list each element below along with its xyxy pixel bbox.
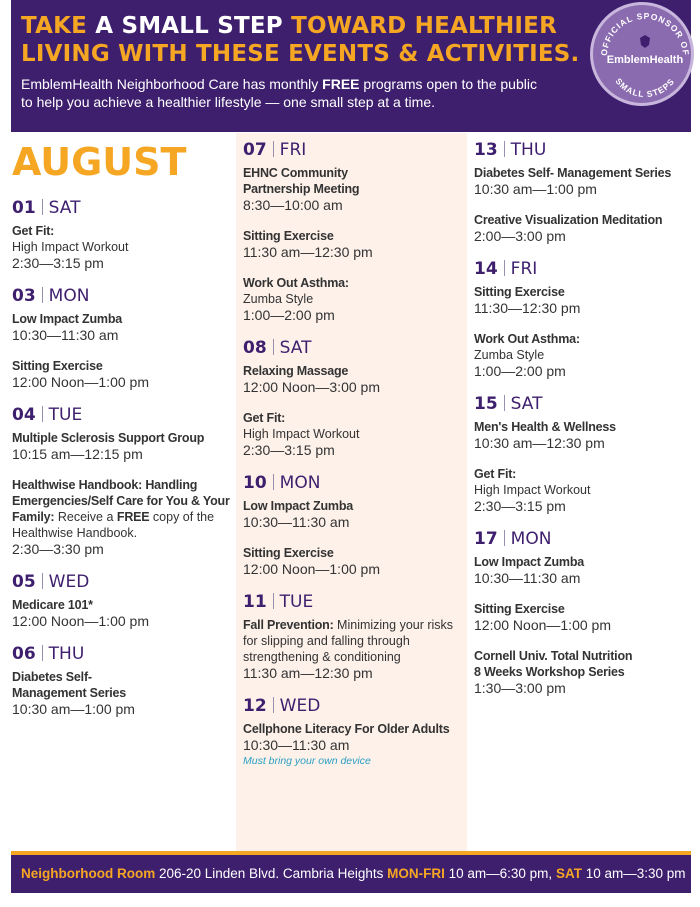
day-number: 03 <box>12 286 36 306</box>
event-item <box>243 275 463 324</box>
day-header <box>474 140 694 161</box>
event-item <box>474 554 694 587</box>
event-item <box>243 165 373 214</box>
event-title: Get Fit: <box>243 411 286 425</box>
event-title: Cornell Univ. Total Nutrition 8 Weeks Workshop Series <box>474 649 633 679</box>
event-item <box>474 331 694 380</box>
subtitle-free: FREE <box>322 76 360 92</box>
page-title <box>21 12 581 68</box>
event-time: 11:30 am—12:30 pm <box>243 665 373 681</box>
day-number: 12 <box>243 696 267 716</box>
day-header <box>474 394 694 415</box>
subtitle-text: programs open to the public to help you achieve a healthier lifestyle — one small step at a time. <box>21 76 537 110</box>
event-item <box>243 363 463 396</box>
schedule-column-3 <box>474 140 694 711</box>
title-highlight: A SMALL STEP <box>95 13 292 39</box>
day-of-week: WED <box>279 696 321 716</box>
event-time: 11:30 am—12:30 pm <box>243 244 373 260</box>
event-item <box>12 477 234 558</box>
event-title: EHNC Community Partnership Meeting <box>243 166 360 196</box>
event-time: 2:30—3:30 pm <box>12 541 104 557</box>
event-note: Must bring your own device <box>243 755 371 767</box>
event-title: Healthwise Handbook: Handling Emergencies/Self Care for You & Your Family: <box>12 478 230 524</box>
event-item <box>243 228 463 261</box>
event-time: 10:30—11:30 am <box>474 570 581 586</box>
svg-text:EmblemHealth: EmblemHealth <box>606 54 684 66</box>
event-title: Fall Prevention: <box>243 618 334 632</box>
event-title: Sitting Exercise <box>474 602 565 616</box>
event-time: 10:30 am—12:30 pm <box>474 435 605 451</box>
event-title: Sitting Exercise <box>243 546 334 560</box>
event-time: 8:30—10:00 am <box>243 197 343 213</box>
day-of-week: FRI <box>279 140 307 160</box>
event-time: 12:00 Noon—1:00 pm <box>12 613 149 629</box>
schedule-column-2 <box>243 140 463 782</box>
event-time: 2:00—3:00 pm <box>474 228 566 244</box>
event-title: Low Impact Zumba <box>12 312 123 326</box>
day-header <box>243 140 463 161</box>
day-header <box>243 592 463 613</box>
footer-sat-label: SAT <box>555 866 582 881</box>
event-time: 12:00 Noon—1:00 pm <box>243 561 380 577</box>
footer-banner <box>11 851 691 893</box>
title-part: TAKE <box>21 13 96 39</box>
event-title: Low Impact Zumba <box>243 499 354 513</box>
event-title: Work Out Asthma: <box>474 332 580 346</box>
event-title: Sitting Exercise <box>12 359 103 373</box>
day-header <box>12 286 234 307</box>
event-time: 1:00—2:00 pm <box>243 307 335 323</box>
event-item <box>474 466 694 515</box>
header-banner <box>11 0 691 132</box>
event-item <box>12 358 234 391</box>
title-line-2: LIVING WITH THESE EVENTS & ACTIVITIES. <box>21 41 580 67</box>
event-title: Cellphone Literacy For Older Adults <box>243 722 450 736</box>
sponsor-seal <box>590 2 694 106</box>
day-of-week: MON <box>510 529 552 549</box>
event-title: Diabetes Self-Management Series <box>12 670 127 700</box>
day-of-week: THU <box>510 140 547 160</box>
event-item <box>474 165 694 198</box>
event-time: 12:00 Noon—1:00 pm <box>474 617 611 633</box>
event-title: Low Impact Zumba <box>474 555 585 569</box>
day-number: 06 <box>12 644 36 664</box>
event-title: Multiple Sclerosis Support Group <box>12 431 205 445</box>
day-header <box>243 473 463 494</box>
day-of-week: SAT <box>279 338 312 358</box>
event-title: Sitting Exercise <box>243 229 334 243</box>
day-number: 13 <box>474 140 498 160</box>
event-description <box>243 617 463 665</box>
day-number: 15 <box>474 394 498 414</box>
day-number: 05 <box>12 572 36 592</box>
event-time: 12:00 Noon—3:00 pm <box>243 379 380 395</box>
event-item <box>12 311 234 344</box>
event-time: 10:30—11:30 am <box>12 327 119 343</box>
day-number: 01 <box>12 198 36 218</box>
day-header <box>474 259 694 280</box>
day-of-week: MON <box>279 473 321 493</box>
day-number: 10 <box>243 473 267 493</box>
day-header <box>474 529 694 550</box>
event-time: 10:30 am—1:00 pm <box>12 701 135 717</box>
day-of-week: FRI <box>510 259 538 279</box>
footer-sat-hours: 10 am—3:30 pm <box>581 866 686 881</box>
day-number: 04 <box>12 405 36 425</box>
event-time: 10:30—11:30 am <box>243 514 350 530</box>
event-desc-part: Minimizing your risks for slipping and falling through strengthening & conditioning <box>243 618 454 664</box>
event-title: Men's Health & Wellness <box>474 420 616 434</box>
event-title: Get Fit: <box>12 224 55 238</box>
event-title: Get Fit: <box>474 467 517 481</box>
event-title: Medicare 101* <box>12 598 93 612</box>
event-item <box>243 410 463 459</box>
footer-weekday-label: MON-FRI <box>387 866 445 881</box>
day-of-week: SAT <box>48 198 81 218</box>
schedule-column-1 <box>12 140 234 732</box>
shield-icon <box>640 35 650 48</box>
event-description: High Impact Workout <box>12 240 129 254</box>
event-time: 12:00 Noon—1:00 pm <box>12 374 149 390</box>
event-item <box>12 223 234 272</box>
event-desc-free: FREE <box>116 510 150 524</box>
day-header <box>12 405 234 426</box>
day-of-week: MON <box>48 286 90 306</box>
event-desc-part: copy of the Healthwise Handbook. <box>12 510 215 540</box>
day-number: 11 <box>243 592 267 612</box>
day-header <box>12 572 234 593</box>
day-header <box>12 644 234 665</box>
event-time: 1:00—2:00 pm <box>474 363 566 379</box>
event-description: High Impact Workout <box>243 427 360 441</box>
event-desc-part: Receive a <box>54 510 117 524</box>
event-item <box>243 721 463 768</box>
footer-address: 206-20 Linden Blvd. Cambria Heights <box>155 866 388 881</box>
day-number: 14 <box>474 259 498 279</box>
event-time: 11:30—12:30 pm <box>474 300 581 316</box>
event-title: Diabetes Self- Management Series <box>474 166 672 180</box>
event-item <box>474 284 694 317</box>
day-of-week: TUE <box>279 592 314 612</box>
month-heading: AUGUST <box>12 140 187 184</box>
event-item <box>12 597 234 630</box>
day-header <box>12 198 234 219</box>
event-title: Relaxing Massage <box>243 364 349 378</box>
event-description <box>12 477 234 541</box>
event-item <box>243 498 463 531</box>
day-of-week: TUE <box>48 405 83 425</box>
event-time: 10:30—11:30 am <box>243 737 350 753</box>
event-item <box>474 648 634 697</box>
footer-room-label: Neighborhood Room <box>21 866 156 881</box>
event-time: 2:30—3:15 pm <box>474 498 566 514</box>
event-item <box>12 430 234 463</box>
event-item <box>474 419 694 452</box>
day-number: 08 <box>243 338 267 358</box>
event-item <box>243 617 463 682</box>
event-title: Creative Visualization Meditation <box>474 213 663 227</box>
svg-text:OFFICIAL SPONSOR OF: OFFICIAL SPONSOR OF <box>598 10 692 57</box>
event-title: Sitting Exercise <box>474 285 565 299</box>
event-item <box>12 669 135 718</box>
day-of-week: WED <box>48 572 90 592</box>
event-item <box>474 601 694 634</box>
event-item <box>474 212 694 245</box>
footer-weekday-hours: 10 am—6:30 pm, <box>444 866 556 881</box>
svg-text:SMALL STEPS: SMALL STEPS <box>613 76 677 100</box>
subtitle-text: EmblemHealth Neighborhood Care has monthly <box>21 76 323 92</box>
event-title: Work Out Asthma: <box>243 276 349 290</box>
header-subtitle <box>21 75 541 111</box>
day-header <box>243 338 463 359</box>
event-time: 1:30—3:00 pm <box>474 680 566 696</box>
day-of-week: THU <box>48 644 85 664</box>
day-number: 17 <box>474 529 498 549</box>
event-description: Zumba Style <box>243 292 314 306</box>
event-time: 10:15 am—12:15 pm <box>12 446 143 462</box>
event-description: High Impact Workout <box>474 483 591 497</box>
title-part: TOWARD HEALTHIER <box>291 13 557 39</box>
event-description: Zumba Style <box>474 348 545 362</box>
event-time: 2:30—3:15 pm <box>12 255 104 271</box>
day-number: 07 <box>243 140 267 160</box>
event-item <box>243 545 463 578</box>
day-of-week: SAT <box>510 394 543 414</box>
event-time: 10:30 am—1:00 pm <box>474 181 597 197</box>
event-time: 2:30—3:15 pm <box>243 442 335 458</box>
day-header <box>243 696 463 717</box>
